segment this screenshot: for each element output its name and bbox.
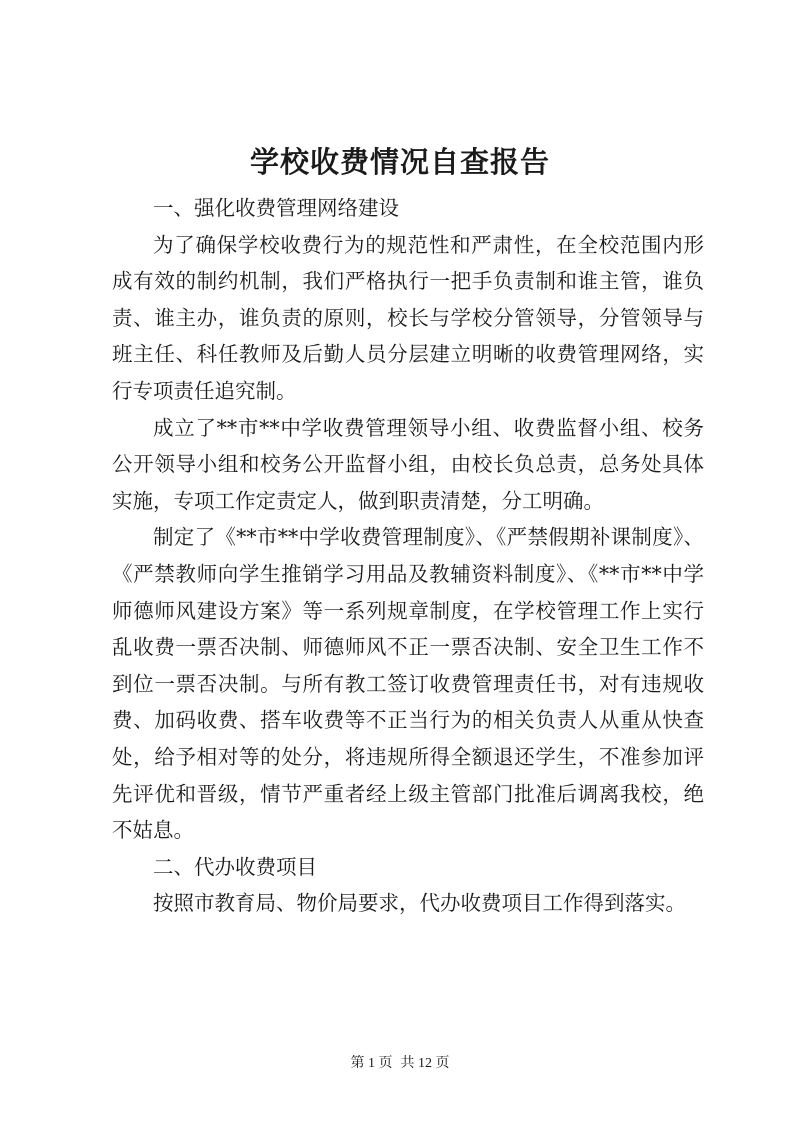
page-number: 第 1 页 [350, 1056, 393, 1071]
paragraph-4: 按照市教育局、物价局要求，代办收费项目工作得到落实。 [153, 891, 686, 916]
page-total: 共 12 页 [400, 1056, 450, 1071]
page-footer [0, 1052, 800, 1072]
section-heading-1: 一、强化收费管理网络建设 [153, 196, 399, 220]
document-title: 学校收费情况自查报告 [249, 145, 550, 179]
paragraph-3: 制定了《**市**中学收费管理制度》、《严禁假期补课制度》、《严禁教师向学生推销学习用品及教辅资料制度》、《**市**中学师德师风建设方案》等一系列规章制度，在学校管理工作上实行乱收费一票否决制、师德师风不正一票否决制、安全卫生工作不到位一票否决制。与所有教工签订收费管理责任书，对有违规收费、加码收费、搭车收费等不正当行为的相关负责人从重从快查处，给予相对等的处分，将违规所得全额退还学生，不准参加评先评优和晋级，情节严重者经上级主管部门批准后调离我校，绝不姑息。 [112, 525, 704, 843]
section-heading-2: 二、代办收费项目 [153, 854, 317, 879]
document-body [112, 190, 704, 922]
paragraph-2: 成立了**市**中学收费管理领导小组、收费监督小组、校务公开领导小组和校务公开监督小组，由校长负总责，总务处具体实施，专项工作定责定人，做到职责清楚，分工明确。 [112, 415, 704, 513]
paragraph-1: 为了确保学校收费行为的规范性和严肃性，在全校范围内形成有效的制约机制，我们严格执行一把手负责制和谁主管，谁负责、谁主办，谁负责的原则，校长与学校分管领导，分管领导与班主任、科任教师及后勤人员分层建立明晰的收费管理网络，实行专项责任追究制。 [112, 232, 704, 403]
